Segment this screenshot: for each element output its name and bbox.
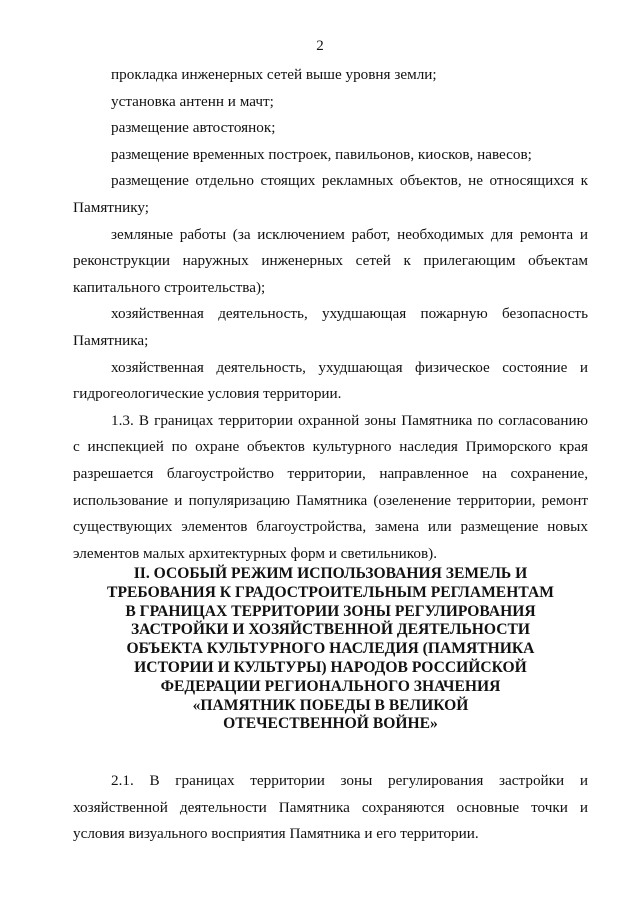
paragraph-physical-condition: хозяйственная деятельность, ухудшающая физическое состояние и гидрогеологические условия территории. [73,358,588,403]
heading-line: В ГРАНИЦАХ ТЕРРИТОРИИ ЗОНЫ РЕГУЛИРОВАНИЯ [125,602,536,620]
section-heading [73,565,588,734]
paragraph-1-3: 1.3. В границах территории охранной зоны Памятника по согласованию с инспекцией по охране объектов культурного наследия Приморского края разрешается благоустройство территории, направленное на сохранение, использование и популяризацию Памятника (озеленение территории, ремонт существующих элементов благоустройства, замена или размещение новых элементов малых архитектурных форм и светильников). [73,411,588,562]
heading-line: ФЕДЕРАЦИИ РЕГИОНАЛЬНОГО ЗНАЧЕНИЯ [160,677,501,695]
paragraph-2-1: 2.1. В границах территории зоны регулирования застройки и хозяйственной деятельности Памятника сохраняются основные точки и условия визуального восприятия Памятника и его территории. [73,772,588,843]
heading-line: ЗАСТРОЙКИ И ХОЗЯЙСТВЕННОЙ ДЕЯТЕЛЬНОСТИ [130,621,531,639]
document-body [73,62,588,567]
paragraph-advertising: размещение отдельно стоящих рекламных объектов, не относящихся к Памятнику; [73,172,588,216]
heading-line: ТРЕБОВАНИЯ К ГРАДОСТРОИТЕЛЬНЫМ РЕГЛАМЕНТАМ [107,583,554,601]
section-2-body [73,768,588,848]
heading-line: II. ОСОБЫЙ РЕЖИМ ИСПОЛЬЗОВАНИЯ ЗЕМЕЛЬ И [133,565,528,582]
page-number: 2 [316,38,324,54]
paragraph-temporary-buildings: размещение временных построек, павильонов, киосков, навесов; [111,145,532,163]
heading-line: ИСТОРИИ И КУЛЬТУРЫ) НАРОДОВ РОССИЙСКОЙ [134,658,527,676]
heading-line: ОТЕЧЕСТВЕННОЙ ВОЙНЕ» [223,715,438,733]
paragraph-fire-safety: хозяйственная деятельность, ухудшающая пожарную безопасность Памятника; [73,305,588,349]
heading-line: ОБЪЕКТА КУЛЬТУРНОГО НАСЛЕДИЯ (ПАМЯТНИКА [126,640,535,658]
paragraph-antennas: установка антенн и мачт; [111,92,274,110]
paragraph-earthworks: земляные работы (за исключением работ, необходимых для ремонта и реконструкции наружных инженерных сетей к прилегающим объектам капитального строительства); [73,225,588,296]
heading-line: «ПАМЯТНИК ПОБЕДЫ В ВЕЛИКОЙ [192,696,469,714]
paragraph-parking: размещение автостоянок; [111,119,276,137]
paragraph-underground-networks: прокладка инженерных сетей выше уровня земли; [111,66,437,83]
